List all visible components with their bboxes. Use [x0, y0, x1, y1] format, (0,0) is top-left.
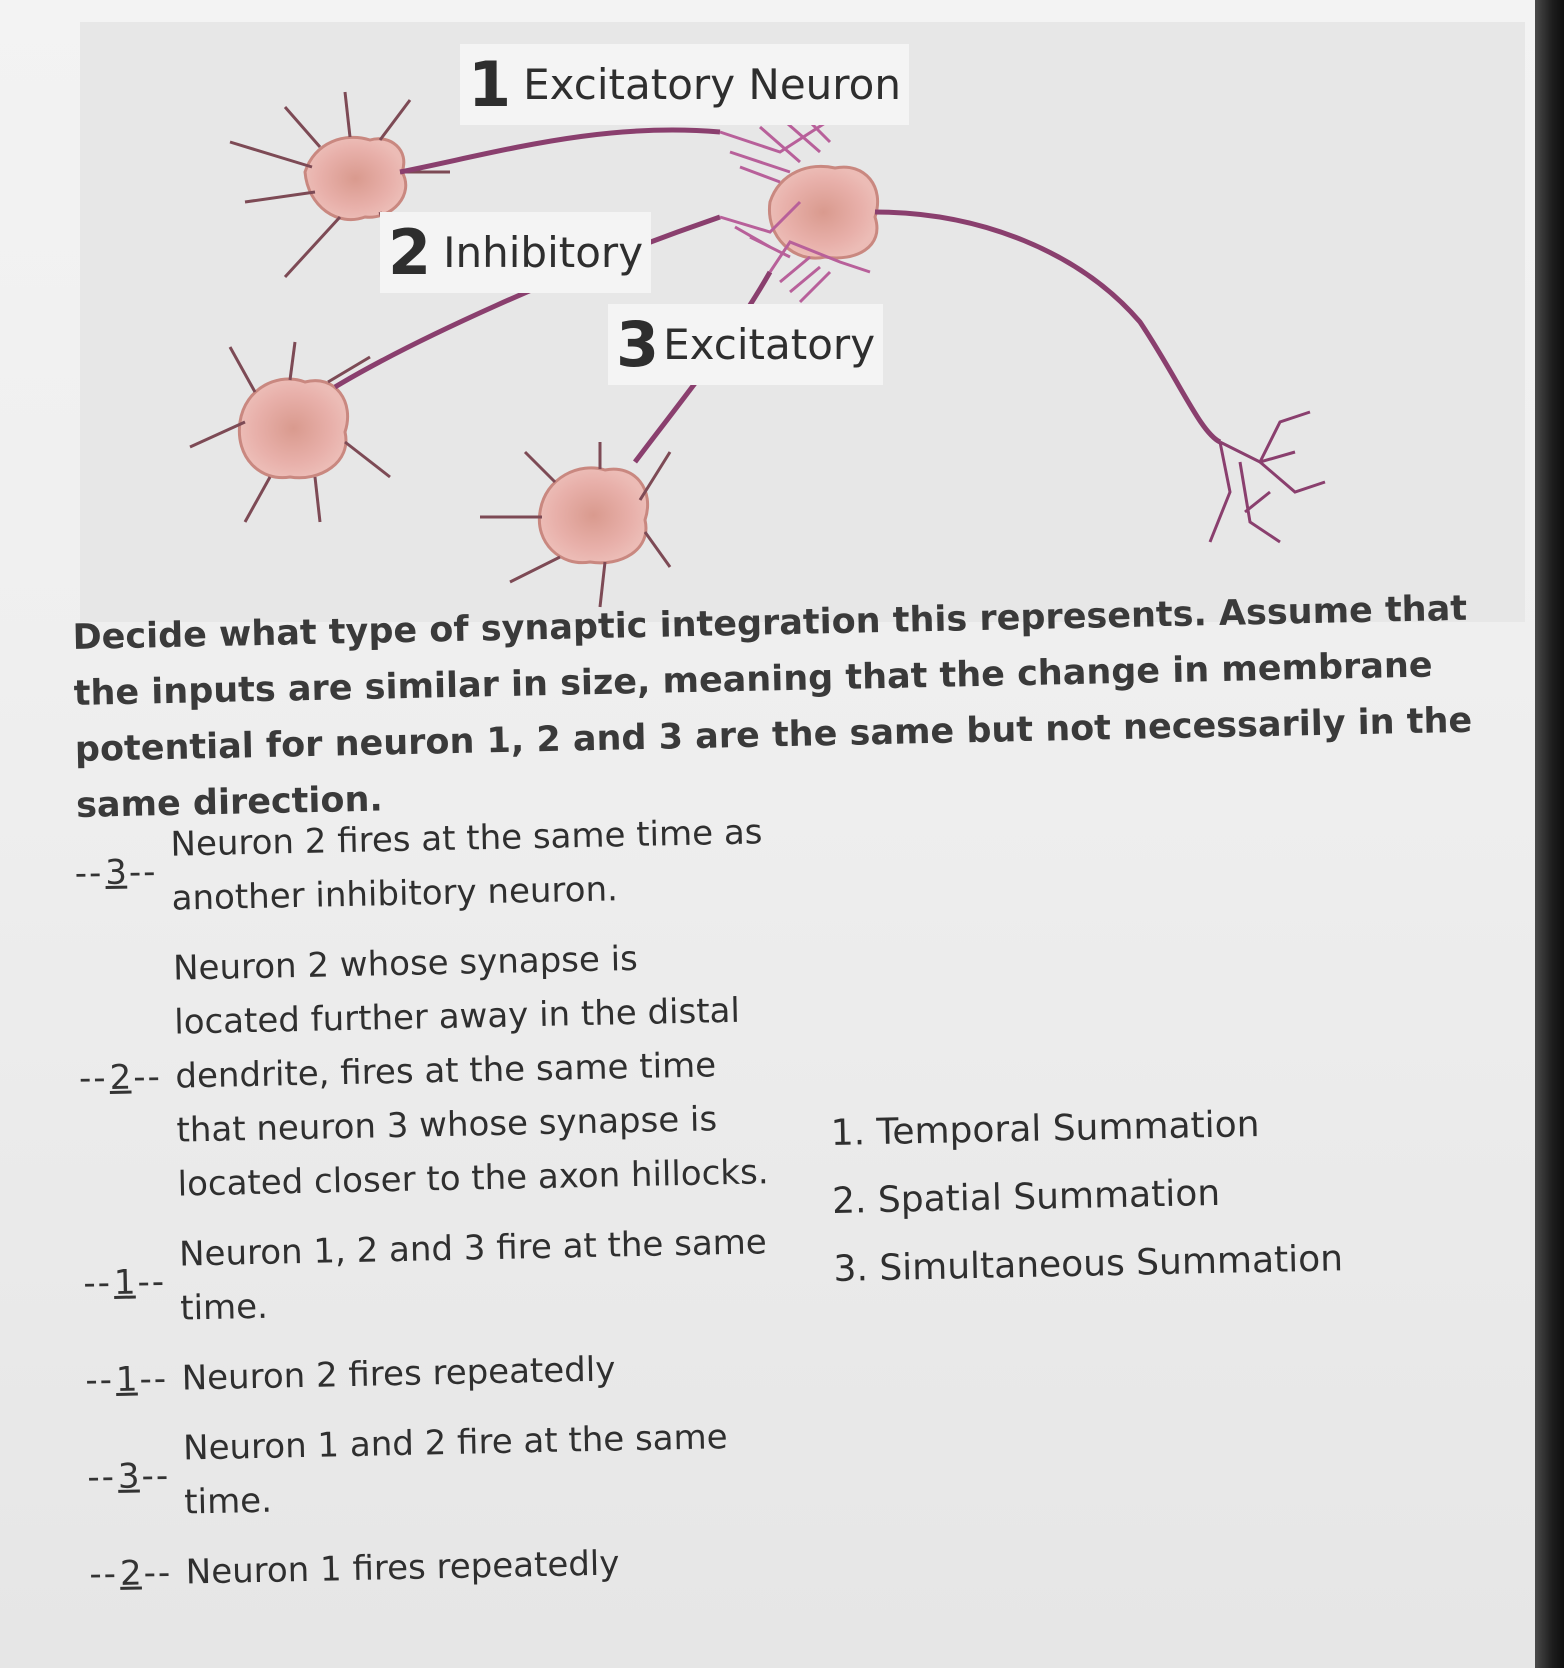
item-statement: Neuron 2 fires at the same time as another inhibitory neuron.	[170, 812, 763, 919]
matching-item	[69, 1214, 831, 1338]
answer-value: 1	[115, 1359, 138, 1400]
axon-terminal-branches	[1210, 412, 1325, 542]
option-spatial-summation: 2. Spatial Summation	[831, 1172, 1221, 1222]
neuron-2-soma	[190, 342, 390, 522]
label-1-number: 1	[468, 48, 512, 121]
answer-blank[interactable]: --3--	[74, 851, 158, 894]
answer-value: 1	[113, 1262, 136, 1303]
neuron-3-soma	[480, 442, 670, 607]
option-simultaneous-summation: 3. Simultaneous Summation	[833, 1238, 1344, 1290]
answer-blank[interactable]: --2--	[78, 1056, 163, 1099]
label-excitatory-neuron-1	[460, 44, 909, 125]
label-excitatory-neuron-3	[608, 304, 883, 385]
answer-value: 3	[117, 1456, 140, 1497]
answer-blank[interactable]: --3--	[86, 1455, 171, 1498]
answer-blank[interactable]: --2--	[89, 1552, 173, 1595]
matching-item	[63, 928, 828, 1214]
label-3-text: Excitatory	[663, 320, 876, 369]
label-2-number: 2	[388, 216, 432, 289]
postsynaptic-soma	[769, 166, 877, 258]
label-3-number: 3	[616, 308, 660, 381]
matching-item	[60, 804, 822, 928]
answer-value: 2	[119, 1553, 143, 1594]
item-statement: Neuron 2 fires repeatedly	[181, 1349, 616, 1399]
option-temporal-summation: 1. Temporal Summation	[830, 1104, 1260, 1154]
question-prompt: Decide what type of synaptic integration this represents. Assume that the inputs are similar in size, meaning that the change in membrane potential for neuron 1, 2 and 3 are the same but not necessarily in the same direction.	[72, 588, 1473, 826]
label-1-text: Excitatory Neuron	[523, 60, 901, 109]
label-inhibitory-neuron-2	[380, 212, 651, 293]
matching-item	[73, 1408, 835, 1532]
device-bezel	[1535, 0, 1564, 1668]
answer-blank[interactable]: --1--	[82, 1261, 167, 1304]
item-statement: Neuron 2 whose synapse is located further away in the distal dendrite, fires at the same time that neuron 3 whose synapse is located closer to the axon hillocks.	[172, 938, 769, 1205]
matching-item	[71, 1338, 832, 1408]
item-statement: Neuron 1 and 2 fire at the same time.	[182, 1417, 728, 1523]
answer-value: 2	[109, 1057, 132, 1099]
item-statement: Neuron 1, 2 and 3 fire at the same time.	[178, 1222, 768, 1329]
item-statement: Neuron 1 fires repeatedly	[185, 1543, 620, 1593]
neuron-diagram	[80, 22, 1525, 622]
matching-item	[75, 1532, 836, 1602]
answer-options	[830, 1089, 1344, 1304]
label-2-text: Inhibitory	[443, 228, 644, 277]
answer-blank[interactable]: --1--	[84, 1358, 169, 1401]
answer-value: 3	[104, 852, 128, 894]
matching-items	[60, 804, 837, 1618]
